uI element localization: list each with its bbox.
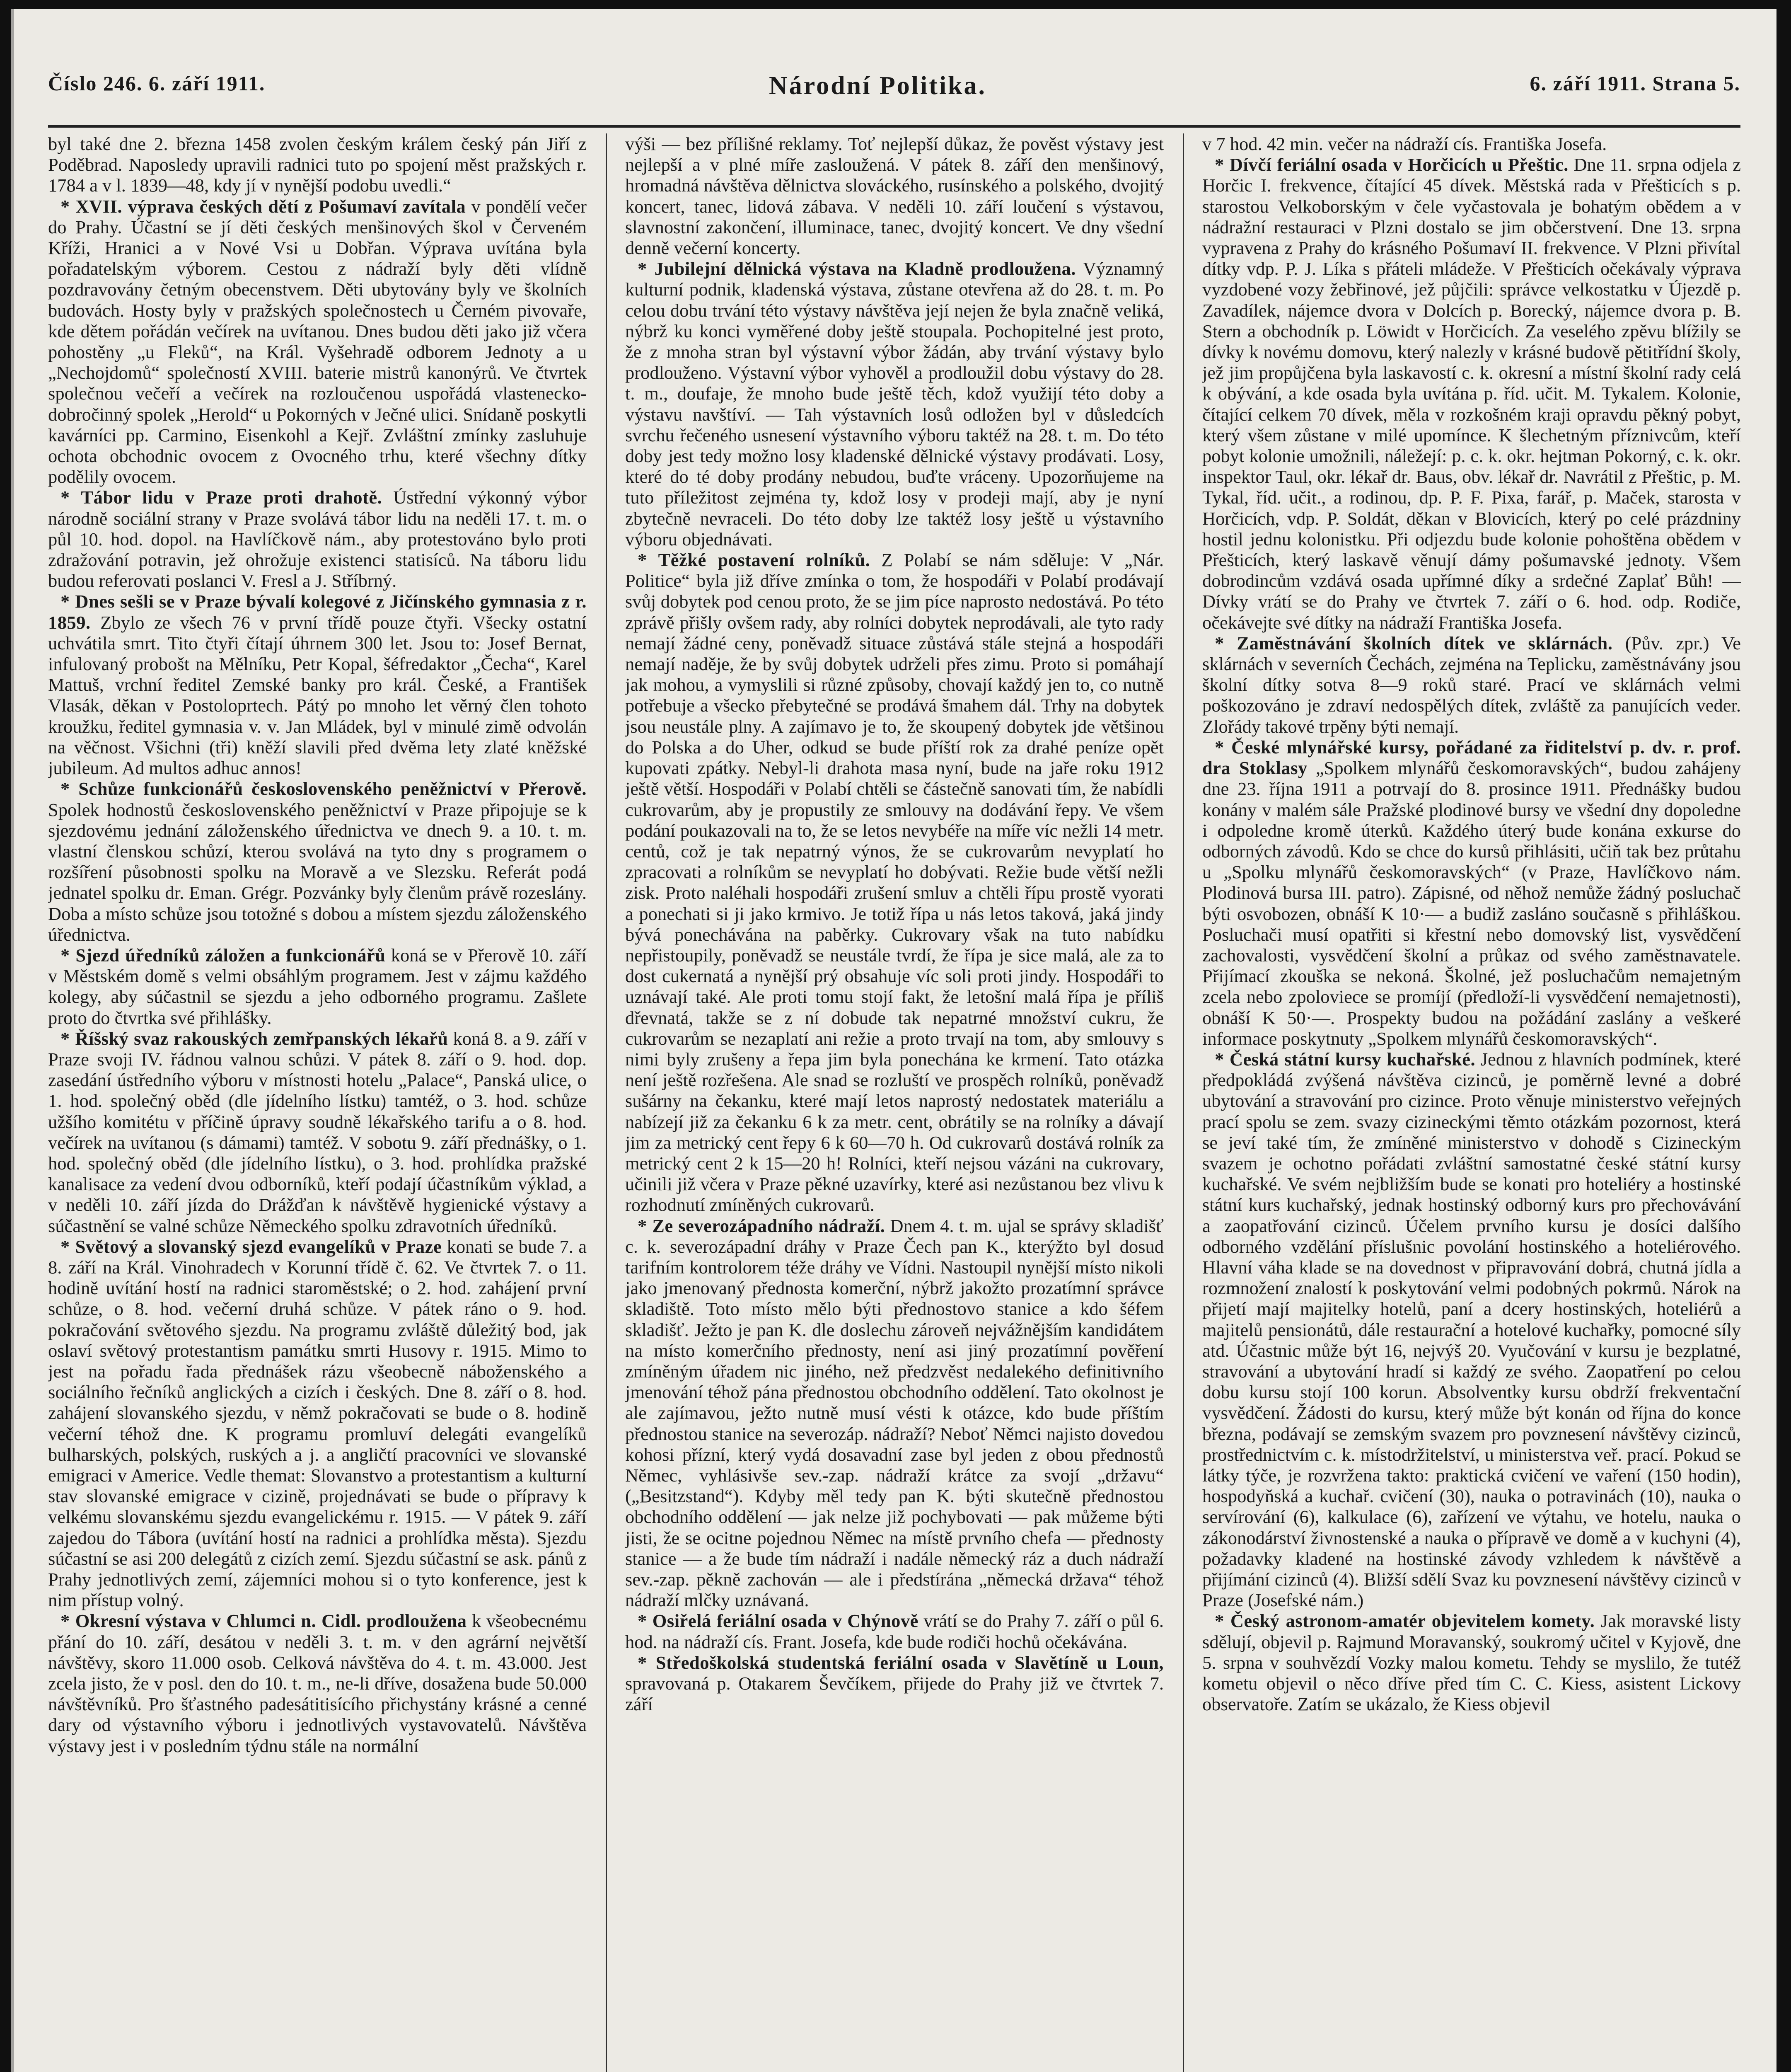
article-body-text: Ústřední výkonný výbor národně sociální strany v Praze svolává tábor lidu na neděli 17. t. m. o půl 10. hod. dopol. na Havlíčkově nám., aby protestováno bylo proti zdražování potravin, jež ohrožuje existenci statisíců. Na táboru lidu budou referovati poslanci V. Fresl a J. Stříbrný. (48, 487, 587, 591)
article-paragraph (48, 778, 587, 945)
article-paragraph (1202, 737, 1741, 1049)
article-paragraph (48, 487, 587, 591)
article-headline: * Jubilejní dělnická výstava na Kladně prodloužena. (638, 258, 1076, 279)
article-paragraph (1202, 1049, 1741, 1610)
article-body-text: koná se v Přerově 10. září v Městském domě s velmi obsáhlým programem. Jest v zájmu každého kolegy, aby súčastnil se sjezdu a jeho odborného programu. Zašlete proto do čtvrtka své přihlášky. (48, 944, 587, 1028)
article-headline: * Český astronom-amatér objevitelem komety. (1215, 1610, 1595, 1631)
article-paragraph (625, 549, 1164, 1215)
article-paragraph (48, 1028, 587, 1236)
header-rule (48, 125, 1740, 128)
page-header (48, 71, 1740, 117)
article-paragraph (625, 1610, 1164, 1652)
column-divider (1183, 133, 1184, 2072)
column-2 (625, 133, 1164, 2072)
article-headline: * Středoškolská studentská feriální osada v Slavětíně u Loun, (638, 1652, 1164, 1673)
page-edge-shadow (11, 9, 14, 2072)
article-headline: * Ze severozápadního nádraží. (638, 1215, 885, 1236)
article-body-text: Jednou z hlavních podmínek, které předpokládá zvýšená návštěva cizinců, je poměrně levné a dobré ubytování a stravování pro cizince. Proto věnuje ministerstvo veřejných prací spolu se zem. svazy cizineckými těmto otázkám pozornost, která se jeví také tím, že zmíněné ministerstvo v dohodě s Cizineckým svazem je ochotno pořádati zvláštní samostatné české státní kursy kuchařské. Ve svém nejbližším bude se konati pro hoteliéry a hostinské státní kurs kuchařský, jednak hostinský odborný kurs pro přechovávání a zaopatřování cizinců. Účelem prvního kursu je dosíci dalšího odborného vzdělání příslušnic povolání hostinského a hoteliérového. Hlavní váha klade se na dovednost v připravování dobrá, chutná jídla a rozmnožení znalostí k poskytování velmi podobných pokrmů. Nárok na přijetí mají majitelky hotelů, paní a dcery hostinských, hoteliérů a majitelů pensionátů, dále restaurační a hotelové kuchařky, pomocné síly atd. Účastnic může být 16, nejvýš 20. Vyučování v kursu je bezplatné, stravování a ubytování hradí si každý ze svého. Zaopatření po celou dobu kursu stojí 100 korun. Absolventky kursu obdrží frekventační vysvědčení. Žádosti do kursu, který může být konán od října do konce března, podávají se zemským svazem pro povznesení návštěvy cizinců, prostřednictvím c. k. místodržitelství, u ministerstva veř. prací. Pokud se látky týče, je rozvržena takto: praktická cvičení ve vaření (150 hodin), hospodyňská a kuchař. cvičení (30), nauka o potravinách (10), nauka o servírování (6), kalkulace (6), zařízení ve výtahu, ve hotelu, nauka o zákonodárství živnostenské a nauka o přípravě ve domě a v kuchyni (4), požadavky kladené na hostinské závody vzhledem k návštěvě a přijímání cizinců (4). Bližší sdělí Svaz ku povznesení návštěvy cizinců v Praze (Josefské nám.) (1202, 1048, 1741, 1611)
article-body-text: k všeobecnému přání do 10. září, desátou v neděli 3. t. m. v den agrární největší návštěvy, skoro 11.000 osob. Celková návštěva do 4. t. m. 43.000. Jest zcela jisto, že v posl. den do 10. t. m., ne-li dříve, dosažena bude 50.000 návštěvníků. Pro šťastného padesátitisícího přichystány krásné a cenné dary od výstavního výboru i jednotlivých vystavovatelů. Návštěva výstavy jest i v posledním týdnu stále na normální (48, 1610, 587, 1756)
article-headline: * XVII. výprava českých dětí z Pošumaví zavítala (60, 196, 466, 217)
article-body-text: Jak moravské listy sdělují, objevil p. Rajmund Moravanský, soukromý učitel v Kyjově, dne 5. srpna v souhvězdí Vozky malou kometu. Tehdy se myslilo, že tutéž kometu objevil o něco dříve před tím C. C. Kiess, asistent Lickovy observatoře. Zatím se ukázalo, že Kiess objevil (1202, 1610, 1741, 1715)
article-body-text: Z Polabí se nám sděluje: V „Nár. Politice“ byla již dříve zmínka o tom, že hospodáři v Polabí prodávají svůj dobytek pod cenou proto, že se jim píce naprosto nedostává. Po této zprávě přišly ovšem rady, aby rolníci dobytek neprodávali, ale tyto rady nemají žádné ceny, poněvadž situace zůstává stále stejná a hospodáři nemají naděje, že by svůj dobytek udrželi přes zimu. Proto si pomáhají jak mohou, a vymyslili si různé způsoby, chovají každý jen to, co nutně potřebuje a všecko přebytečné se prodává šmahem dál. Trhy na dobytek jsou neustále plny. A zajímavo je to, že skoupený dobytek jde většinou do Polska a do Uher, odkud se bude příští rok za drahé peníze opět kupovati zpátky. Nebyl-li drahota masa nyní, bude na jaře roku 1912 ještě větší. Hospodáři v Polabí chtěli se částečně sanovati tím, že nabídli cukrovarům, aby je propustily ze smlouvy na dodávání řepy. Ve všem podání poukazovali na to, že se letos nevybéře na míře víc nežli 14 metr. centů, což je tak nepatrný výnos, že se cukrovarům nevyplatí ho zpracovati a rolníkům se nevyplatí ho dobývati. Režie bude větší nežli zisk. Proto naléhali hospodáři zrušení smluv a chtěli řípu prostě vyorati a ponechati si ji jako krmivo. Je totiž řípa u nás letos taková, jaká jindy bývá ponechávána na paběrky. Cukrovary však na tuto nabídku nepřistoupily, poněvadž se neustále tvrdí, že řípa je sice malá, ale za to dost cukernatá a nynější prý obsahuje víc soli proti jindy. Hospodáři to uznávají také. Ale proti tomu stojí fakt, že letošní malá řípa je příliš dřevnatá, takže se z ní dobude tak nepatrné množství cukru, že cukrovarům se nezaplatí ani režie a proto trvají na tom, aby smlouvy s nimi byly zrušeny a řepa jim byla ponechána ke krmení. Tato otázka není ještě rozřešena. Ale snad se rozluští ve prospěch rolníků, poněvadž sušárny na čekanku, které mají letos naprostý nedostatek materiálu a nabízejí již za čekanku 6 k za metr. cent, obrátily se na rolníky a dávají jim za metrický cent řepy 6 k 60—70 h. Od cukrovarů dostává rolník za metrický cent 2 k 15—20 h! Rolníci, kteří nejsou vázáni na cukrovary, učinili již včera v Praze pěkné uzavírky, které asi nezůstanou bez vlivu k rozhodnutí zmíněných cukrovarů. (625, 549, 1164, 1215)
article-paragraph (48, 133, 587, 196)
article-paragraph (625, 1215, 1164, 1611)
article-paragraph (48, 196, 587, 487)
article-columns (48, 133, 1740, 2072)
article-paragraph (1202, 633, 1741, 737)
article-body-text: výši — bez přílišné reklamy. Toť nejlepší důkaz, že pověst výstavy jest nejlepší a v plné míře zasloužená. V pátek 8. září den menšinový, hromadná návštěva dělnictva slováckého, rusínského a polského, dvojitý koncert, tanec, lidová zábava. V neděli 10. září loučení s výstavou, slavnostní zakončení, illuminace, tanec, dvojitý koncert. Ve dny všední denně večerní koncerty. (625, 133, 1164, 259)
article-headline: * Říšský svaz rakouských zemřpanských lékařů (60, 1028, 448, 1049)
article-body-text: Dne 11. srpna odjela z Horčic I. frekvence, čítající 45 dívek. Městská rada v Přešticích s p. starostou Velkoborským v čele vyčastovala je bohatým obědem a v nádražní restauraci v Plzni dostalo se jim občerstvení. Dne 13. srpna vypravena z Prahy do krásného Pošumaví II. frekvence. V Plzni přivítal dítky vdp. P. J. Líka s přáteli mládeže. V Přešticích očekávaly výprava vyzdobené vozy žebřinové, jež půjčili: správce velkostatku v Újezdě p. Zavadílek, nájemce dvora v Dolcích p. Borecký, nájemce dvora p. B. Stern a obchodník p. Löwidt v Horčicích. Za veselého zpěvu blížily se dívky k novému domovu, který nalezly v krásné budově pětitřídní školy, jež jim propůjčena byla laskavostí c. k. okresní a místní školní rady celá k obývání, a kde osada byla uvítána p. říd. učit. M. Tykalem. Kolonie, čítající celkem 70 dívek, měla v rozkošném kraji opravdu pěkný pobyt, který všem zůstane v milé upomínce. K šlechetným příznivcům, kteří pobyt kolonie umožnili, náležejí: p. c. k. okr. hejtman Pokorný, c. k. okr. inspektor Taul, okr. lékař dr. Baus, obv. lékař dr. Navrátil z Přeštic, p. M. Tykal, říd. učit., a rodinou, dp. P. F. Pixa, farář, p. Maček, starosta v Horčicích, vdp. P. Soldát, děkan v Blovicích, který po celé prázdniny hostil jednu kolonistku. Při odjezdu bude kolonie pohoštěna obědem v Přešticích, který laskavě věnují dámy pošumavské jednoty. Všem dobrodincům vzdává osada upřímné díky a srdečné Zaplať Bůh! — Dívky vrátí se do Prahy ve čtvrtek 7. září o 6. hod. odp. Rodiče, očekávejte své dítky na nádraží Františka Josefa. (1202, 154, 1741, 633)
article-headline: * Osiřelá feriální osada v Chýnově (638, 1610, 918, 1631)
article-paragraph (1202, 133, 1741, 154)
column-divider (606, 133, 607, 2072)
article-body-text: v pondělí večer do Prahy. Účastní se jí děti českých menšinových škol v Červeném Kříži, Hranici a v Nové Vsi u Dobřan. Výprava uvítána byla pořadatelským výborem. Cestou z nádraží byly děti vlídně pozdravovány četným obecenstvem. Děti ubytovány byly ve školních budovách. Hosty byly v pražských společnostech u Černém pivovaře, kde dětem pořádán večírek na uvítanou. Dnes budou děti jako již včera pohostěny „u Fleků“, na Král. Vyšehradě odborem Jednoty a u „Nechojdomů“ společností XVIII. baterie mistrů kanonýrů. Ve čtvrtek společnou večeří a večírek na rozloučenou uspořádá vlastenecko-dobročinný spolek „Herold“ u Pokorných v Ječné ulici. Snídaně poskytli kavárníci pp. Carmino, Eisenkohl a Kejř. Zvláštní zmínky zasluhuje ochota obchodnic ovocem z Ovocného trhu, které všechny dítky podělily ovocem. (48, 196, 587, 487)
article-body-text: spravovaná p. Otakarem Ševčíkem, přijede do Prahy již ve čtvrtek 7. září (625, 1673, 1164, 1715)
article-paragraph (625, 258, 1164, 549)
article-body-text: konati se bude 7. a 8. září na Král. Vinohradech v Korunní třídě č. 62. Ve čtvrtek 7. o 11. hodině uvítání hostí na radnici staroměstské; o 2. hod. zahájení první schůze, o 8. hod. večerní druhá schůze. V pátek ráno o 9. hod. pokračování světového sjezdu. Na programu zvláště důležitý bod, jak oslaví světový protestantism památku smrti Husovy r. 1915. Mimo to jest na pořadu řada přednášek rázu všeobecně náboženského a sociálního řečníků anglických a cizích i českých. Dne 8. září o 8. hod. zahájení slovanského sjezdu, v němž pokračovati se bude o 8. hodině večerní téhož dne. K programu promluví delegáti evangelíků bulharských, polských, ruských a j. a angličtí pracovníci ve slovanské emigraci v Americe. Vedle themat: Slovanstvo a protestantism a kulturní stav slovanské emigrace v cizině, projednávati se bude o přípravy k velkému slovanskému sjezdu evangelickému r. 1915. — V pátek 9. září zajedou do Tábora (uvítání hostí na radnici a prohlídka města). Sjezdu súčastní se asi 200 delegátů z cizích zemí. Sjezdu súčastní se ask. pánů z Prahy jednotlivých zemí, zájemníci mohou si o tyto konference, jest k nim přístup volný. (48, 1236, 587, 1611)
article-headline: * České mlynářské kursy, pořádané za řiditelství p. dv. r. prof. dra Stoklasy (1202, 736, 1741, 779)
article-paragraph (48, 591, 587, 778)
article-headline: * Česká státní kursy kuchařské. (1215, 1048, 1476, 1070)
article-paragraph (48, 1610, 587, 1756)
article-headline: * Těžké postavení rolníků. (638, 549, 870, 571)
article-headline: * Tábor lidu v Praze proti drahotě. (60, 487, 382, 508)
article-headline: * Zaměstnávání školních dítek ve sklárnách. (1215, 632, 1613, 654)
article-headline: * Okresní výstava v Chlumci n. Cidl. prodloužena (60, 1610, 467, 1631)
article-body-text: v 7 hod. 42 min. večer na nádraží cís. Františka Josefa. (1202, 133, 1607, 154)
article-paragraph (48, 1236, 587, 1611)
column-1 (48, 133, 587, 2072)
article-headline: * Dívčí feriální osada v Horčicích u Přeštic. (1215, 154, 1569, 175)
article-paragraph (48, 945, 587, 1028)
date-page-number: 6. září 1911. Strana 5. (1530, 72, 1740, 95)
article-body-text: „Spolkem mlynářů českomoravských“, budou zahájeny dne 23. října 1911 a potrvají do 8. prosince 1911. Přednášky budou konány v malém sále Pražské plodinové bursy ve všední dny dopoledne i odpoledne kromě úterků. Každého úterý bude konána exkurse do odborných závodů. Kdo se chce do kursů přihlásiti, učiň tak bez průtahu u „Spolku mlynářů českomoravských“ (v Praze, Havlíčkovo nám. Plodinová bursa III. patro). Zápisné, od něhož nemůže žádný posluchač býti osvobozen, obnáší K 10·— a budiž zasláno současně s přihláškou. Posluchači musí opatřiti si křestní nebo domovský list, vysvědčení zachovalosti, vysvědčení školní a průkaz od svého zaměstnavatele. Přijímací zkouška se nekoná. Školné, jež posluchačům nemajetným zcela nebo zpoloviece se promíjí (předloží-li vysvědčení nemajetnosti), obnáší K 50·—. Prospekty budou na požádání zaslány a veškeré informace poskytnuty „Spolkem mlynářů českomoravských“. (1202, 758, 1741, 1049)
article-headline: * Schůze funkcionářů československého peněžnictví v Přerově. (60, 778, 587, 799)
newspaper-page (11, 9, 1776, 2072)
article-body-text: Zbylo ze všech 76 v první třídě pouze čtyři. Všecky ostatní uchvátila smrt. Tito čtyři čítají úhrnem 300 let. Jsou to: Josef Bernat, infulovaný probošt na Mělníku, Petr Kopal, šéfredaktor „Čecha“, Karel Mattuš, vrchní ředitel Zemské banky pro král. České, a František Vlasák, děkan v Postoloprtech. Pátý po mnoho let věrný člen tohoto kroužku, ředitel gymnasia v. v. Jan Mládek, byl v minulé zimě odvolán na věčnost. Všichni (tři) kněží slavili před dvěma lety zlaté kněžské jubileum. Ad multos adhuc annos! (48, 612, 587, 779)
article-paragraph (1202, 154, 1741, 633)
article-headline: * Dnes sešli se v Praze bývalí kolegové z Jičínského gymnasia z r. 1859. (48, 591, 587, 633)
article-headline: * Sjezd úředníků záložen a funkcionářů (60, 944, 386, 966)
article-body-text: (Pův. zpr.) Ve sklárnách v severních Čechách, zejména na Teplicku, zaměstnávány jsou školní dítky sotva 8—9 roků staré. Prací ve sklárnách velmi poškozováno je zdraví nedospělých dítek, zvláště za panujících veder. Zlořády takové trpěny býti nemají. (1202, 632, 1741, 737)
article-body-text: byl také dne 2. března 1458 zvolen českým králem český pán Jiří z Poděbrad. Naposledy upravili radnici tuto po spojení měst pražských r. 1784 a v l. 1839—48, kdy jí v nynější podobu uvedli.“ (48, 133, 587, 196)
article-body-text: Spolek hodnostů československého peněžnictví v Praze připojuje se k sjezdovému jednání záloženského úřednictva ve dnech 9. a 10. t. m. vlastní členskou schůzí, kterou svolává na tyto dny s programem o rozšíření působnosti spolku na Moravě a ve Slezsku. Referát podá jednatel spolku dr. Eman. Grégr. Pozvánky byly členům právě rozeslány. Doba a místo schůze jsou totožné s dobou a místem sjezdu záloženského úřednictva. (48, 799, 587, 945)
article-paragraph (625, 133, 1164, 258)
article-headline: * Světový a slovanský sjezd evangelíků v Praze (60, 1236, 442, 1257)
article-body-text: koná 8. a 9. září v Praze svoji IV. řádnou valnou schůzi. V pátek 8. září o 9. hod. dop. zasedání ústředního výboru v místnosti hotelu „Palace“, Panská ulice, o 1. hod. společný oběd (dle jídelního lístku) tamtéž, o 3. hod. schůze užšího komitétu v příčině úpravy soudně lékařského tarifu a o 8. hod. večírek na uvítanou (s dámami) tamtéž. V sobotu 9. září přednášky, o 1. hod. společný oběd (dle jídelního lístku), o 3. hod. prohlídka pražské kanalisace za vedení dvou odborníků, kteří podají účastníkům výklad, a v neděli 10. září jízda do Drážďan k návštěvě hygienické výstavy a súčastnění se valné schůze Německého spolku zdravotních úředníků. (48, 1028, 587, 1236)
issue-number-date: Číslo 246. 6. září 1911. (48, 72, 266, 95)
column-3 (1202, 133, 1741, 2072)
article-paragraph (1202, 1610, 1741, 1714)
article-paragraph (625, 1652, 1164, 1715)
article-body-text: Významný kulturní podnik, kladenská výstava, zůstane otevřena až do 28. t. m. Po celou dobu trvání této výstavy návštěva její nejen že byla značně veliká, nýbrž ku konci vyměřené doby ještě stoupala. Pochopitelné jest proto, že z mnoha stran byl výstavní výbor žádán, aby trvání výstavy bylo prodlouženo. Výstavní výbor vyhověl a prodloužil dobu výstavy do 28. t. m., doufaje, že mnoho bude ještě těch, kdož využijí této doby a výstavu navštíví. — Tah výstavních losů odložen byl v důsledcích svrchu řečeného usnesení výstavního výboru taktéž na 28. t. m. Do této doby jest tedy možno losy kladenské dělnické výstavy prodávati. Losy, které do té doby prodány nebudou, buďte vráceny. Upozorňujeme na tuto příležitost zejména ty, kdož losy v prodeji mají, aby je nyní zbytečně nevraceli. Do této doby lze taktéž losy ještě u výstavního výboru objednávati. (625, 258, 1164, 549)
article-body-text: Dnem 4. t. m. ujal se správy skladišť c. k. severozápadní dráhy v Praze Čech pan K., kterýžto byl dosud tarifním kontrolorem téže dráhy ve Vídni. Nastoupil nynější místo nikoli jako jmenovaný přednosta komerční, nýbrž jakožto prozatímní správce skladiště. Toto místo mělo býti přednostovo stanice a kdo šéfem skladišť. Ježto je pan K. dle doslechu zároveň nejvážnějším kandidátem na místo komerčního přednosty, není asi jiný prozatímní pověření zmíněným úřadem nic jiného, než předzvěst nedalekého definitivního jmenování téhož pána přednostou obchodního oddělení. Tato okolnost je ale zajímavou, ježto nutně musí vésti k otázce, kdo bude příštím přednostou stanice na severozáp. nádraží? Neboť Němci najisto dovedou kohosi přízní, který vydá dosavadní zase byl jeden z obou přednostů Němec, vyhlásivše sev.-zap. nádraží krátce za svojí „državu“ („Besitzstand“). Kdyby měl tedy pan K. býti skutečně přednostou obchodního oddělení — jak nelze již pochybovati — pak můžeme býti jisti, že se ocitne pojednou Němec na místě prvního chefa — přednosty stanice — a že bude tím nádraží i nadále německý ráz a duch nádraží sev.-zap. pěkně zachován — ale i předstírána „německá država“ téhož nádraží mlčky uznávaná. (625, 1215, 1164, 1611)
newspaper-title: Národní Politika. (769, 72, 987, 100)
article-body-text: vrátí se do Prahy 7. září o půl 6. hod. na nádraží cís. Frant. Josefa, kde bude rodiči hochů očekávána. (625, 1610, 1164, 1652)
